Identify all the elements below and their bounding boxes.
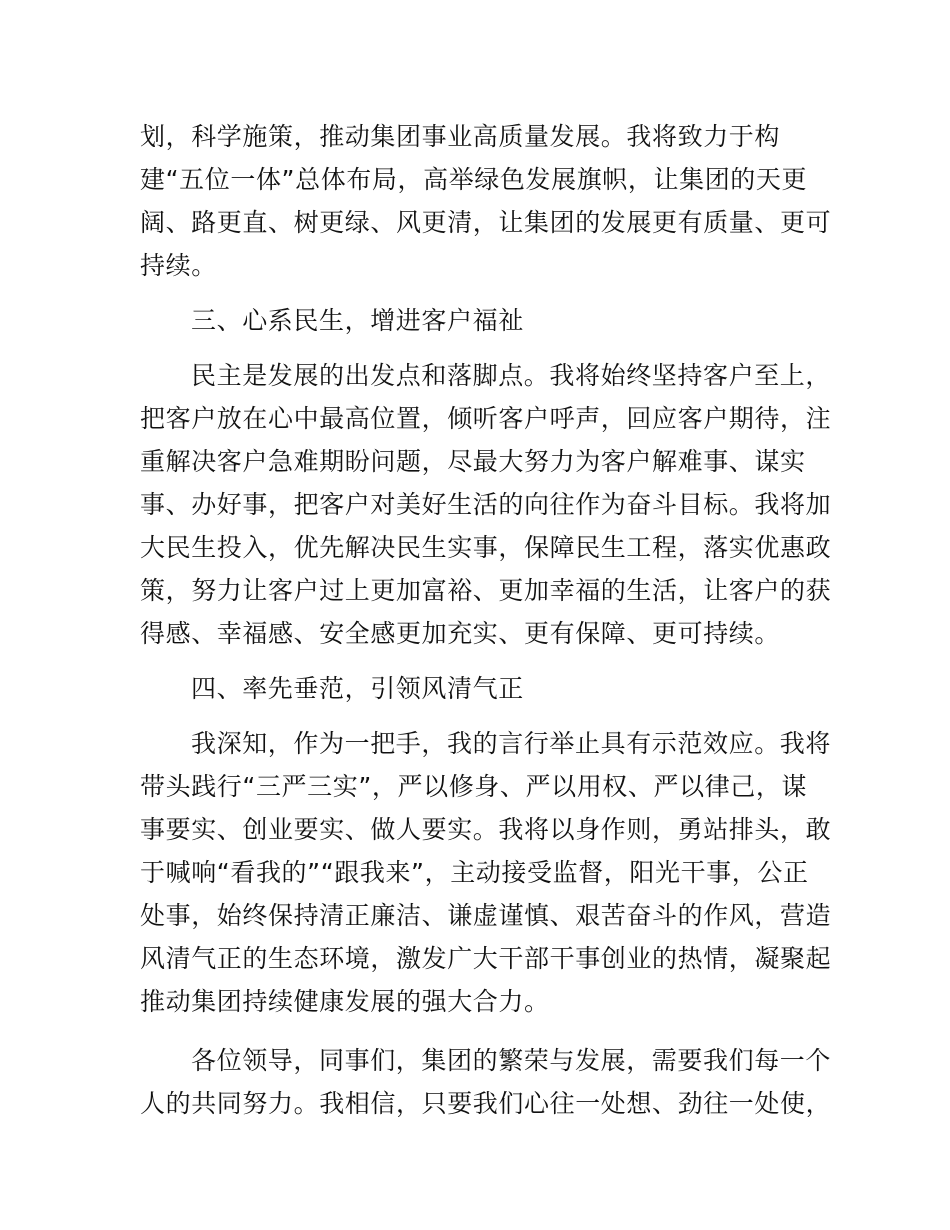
text-line: 处事，始终保持清正廉洁、谦虚谨慎、艰苦奋斗的作风，营造 [140, 901, 832, 930]
text-line: 各位领导，同事们，集团的繁荣与发展，需要我们每一个 [191, 1046, 832, 1075]
text-line: 持续。 [140, 251, 217, 280]
text-line: 风清气正的生态环境，激发广大干部干事创业的热情，凝聚起 [140, 944, 832, 973]
section-heading: 三、心系民生，增进客户福祉 [191, 306, 524, 335]
text-line: 策，努力让客户过上更加富裕、更加幸福的生活，让客户的获 [140, 576, 832, 605]
text-line: 事、办好事，把客户对美好生活的向往作为奋斗目标。我将加 [140, 490, 832, 519]
text-line: 推动集团持续健康发展的强大合力。 [140, 987, 550, 1016]
text-line: 把客户放在心中最高位置，倾听客户呼声，回应客户期待，注 [140, 404, 832, 433]
text-line: 划，科学施策，推动集团事业高质量发展。我将致力于构 [140, 122, 781, 151]
text-line: 建“五位一体”总体布局，高举绿色发展旗帜，让集团的天更 [140, 165, 808, 194]
text-line: 于喊响“看我的”“跟我来”，主动接受监督，阳光干事，公正 [140, 858, 809, 887]
section-heading: 四、率先垂范，引领风清气正 [191, 674, 524, 703]
text-line: 民主是发展的出发点和落脚点。我将始终坚持客户至上， [191, 361, 832, 390]
text-line: 人的共同努力。我相信，只要我们心往一处想、劲往一处使， [140, 1089, 832, 1118]
text-line: 事要实、创业要实、做人要实。我将以身作则，勇站排头，敢 [140, 815, 832, 844]
text-line: 得感、幸福感、安全感更加充实、更有保障、更可持续。 [140, 619, 781, 648]
text-line: 阔、路更直、树更绿、风更清，让集团的发展更有质量、更可 [140, 208, 832, 237]
text-line: 我深知，作为一把手，我的言行举止具有示范效应。我将 [191, 729, 832, 758]
text-line: 重解决客户急难期盼问题，尽最大努力为客户解难事、谋实 [140, 447, 806, 476]
text-line: 带头践行“三严三实”，严以修身、严以用权、严以律己，谋 [140, 772, 808, 801]
text-line: 大民生投入，优先解决民生实事，保障民生工程，落实优惠政 [140, 533, 832, 562]
